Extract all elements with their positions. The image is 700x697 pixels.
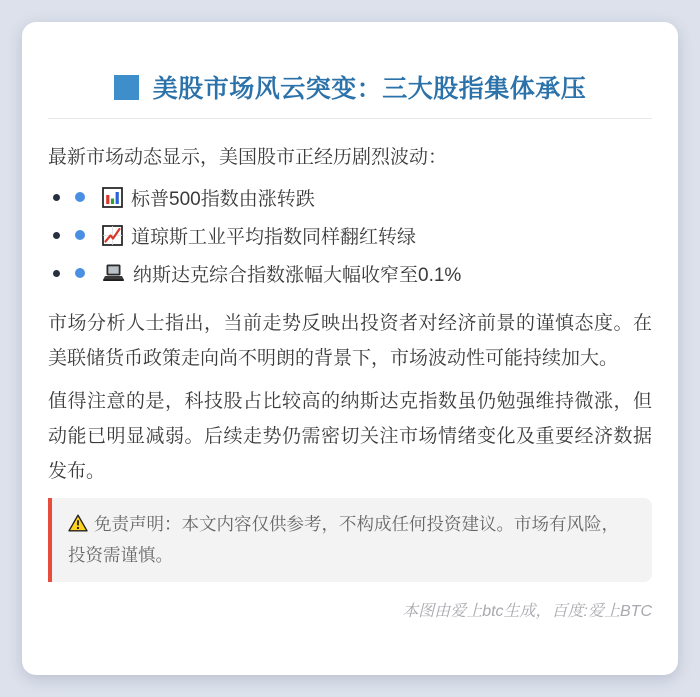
- list-item-dow: [48, 216, 652, 254]
- blue-dot-icon: [75, 230, 85, 240]
- article-card: [22, 22, 678, 675]
- footer-credit: 本图由爱上btc生成，百度:爱上BTC: [402, 603, 652, 620]
- list-item-label: 标普500指数由涨转跌: [131, 188, 315, 210]
- warning-icon: [68, 512, 88, 541]
- laptop-icon: [102, 263, 125, 283]
- article-header: [48, 72, 652, 102]
- line-chart-icon: [102, 225, 123, 246]
- header-divider: [48, 118, 652, 119]
- disclaimer-text: 免责声明：本文内容仅供参考，不构成任何投资建议。市场有风险，投资需谨慎。: [68, 514, 619, 565]
- blue-dot-icon: [75, 192, 85, 202]
- analysis-paragraph: 市场分析人士指出，当前走势反映出投资者对经济前景的谨慎态度。在美联储货币政策走向尚不明朗的背景下，市场波动性可能持续加大。: [48, 313, 652, 369]
- list-item-nasdaq: [48, 254, 652, 292]
- bullet-dot-icon: [53, 270, 60, 277]
- disclaimer-box: [48, 498, 652, 582]
- list-item-sp500: [48, 178, 652, 216]
- bar-chart-icon: [102, 187, 123, 208]
- outlook-paragraph: 值得注意的是，科技股占比较高的纳斯达克指数虽仍勉强维持微涨，但动能已明显减弱。后续走势仍需密切关注市场情绪变化及重要经济数据发布。: [48, 391, 652, 482]
- title-square-icon: [114, 75, 139, 100]
- bullet-dot-icon: [53, 232, 60, 239]
- list-item-label: 纳斯达克综合指数涨幅大幅收窄至0.1%: [133, 264, 462, 286]
- index-bullet-list: [48, 178, 652, 292]
- bullet-dot-icon: [53, 194, 60, 201]
- blue-dot-icon: [75, 268, 85, 278]
- intro-text: 最新市场动态显示，美国股市正经历剧烈波动：: [48, 147, 448, 168]
- article-title: 美股市场风云突变：三大股指集体承压: [152, 75, 587, 103]
- list-item-label: 道琼斯工业平均指数同样翻红转绿: [131, 226, 417, 248]
